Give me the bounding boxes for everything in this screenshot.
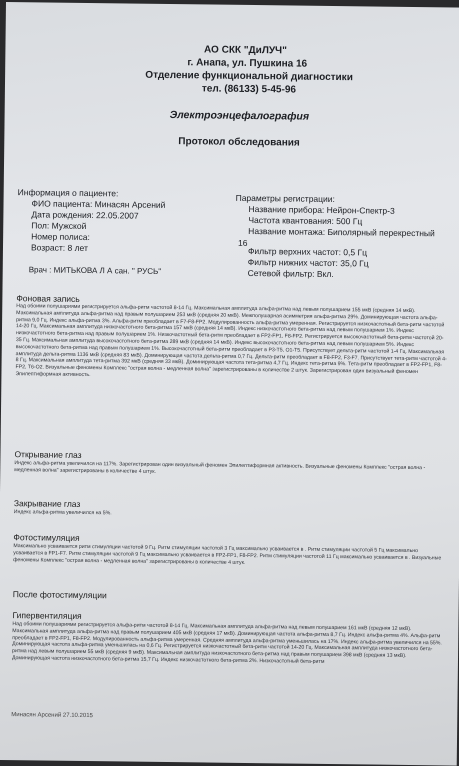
section-hyper-text: Над обоими полушариями регистрируется альфа-ритм частотой 8-14 Гц. Максимальная амплитуда альфа-ритма над левым полушарием 161 мкВ (средняя 12 мкВ). Максимальная амплитуда альфа-ритма над правым полушарием 405 мкВ (средняя 17 мкВ). Доминирующая частота альфа-ритма 8,7 Гц. Индекс альфа-ритма 4%. Альфа-ритм преобладает в FP2-FP1, F8-FP2. Модулированность альфа-ритма умеренная. Средняя амплитуда альфа-ритма уменьшилась на 17%. Индекс альфа-ритма увеличился на 55%. Доминирующая частота альфа-ритма уменьшилась на 0,6 Гц. Регистрируется низкочастотный бета-ритм частотой 14-20 Гц. Максимальная амплитуда низкочастотного бета-ритма над левым полушарием 55 мкВ (средняя 9 мкВ). Максимальная амплитуда низкочастотного бета-ритма над правым полушарием 398 мкВ (средняя 13 мкВ). Доминирующая частота низкочастотного бета-ритма 15,7 Гц. Индекс низкочастотного бета-ритма 2%. Низкочастотный бета-ритм — [11, 621, 442, 665]
section-eyes-open-text: Индекс альфа-ритма увеличился на 117%. Зарегистрирован один визуальный феномен Эпилептиформная активность. Визуальные феномены Комплекс "острая волна - медленная волна" зарегистрированы в количестве 4 штук. — [14, 460, 426, 475]
footer-signature: Минасян Арсений 27.10.2015 — [11, 712, 93, 720]
patient-policy: Номер полиса: — [31, 231, 90, 243]
section-after-photo-title: После фотостимуляции — [12, 589, 107, 601]
section-photo-text: Максимально усваивается ритм стимуляции частотой 9 Гц. Ритм стимуляции частотой 3 Гц максимально усваивается в . Ритм стимуляции частотой 5 Гц максимально усваивается в FP1-F7. Ритм стимуляции частотой 9 Гц максимально усваивается в FP2-FP1, F8-FP2. Ритм стимуляции частотой 11 Гц максимально усваивается в . Визуальные феномены Комплекс "острая волна - медленная волна" зарегистрированы в количестве 4 штук. — [13, 543, 442, 566]
patient-sex: Пол: Мужской — [31, 220, 87, 231]
section-background-text: Над обоими полушариями регистрируется альфа-ритм частотой 8-14 Гц. Максимальная амплитуда альфа-ритма над левым полушарием 155 мкВ (средняя 14 мкВ). Максимальная амплитуда альфа-ритма над правым полушарием 253 мкВ (средняя 20 мкВ). Межполушарная асимметрия альфа-ритма 29%. Доминирующая частота альфа-ритма 9,0 Гц. Индекс альфа-ритма 3%. Альфа-ритм преобладает в F7-F8-FP2. Модулированность альфа-ритма умеренная. Регистрируется низкочастотный бета-ритм частотой 14-20 Гц. Максимальная амплитуда низкочастотного бета-ритма 157 мкВ (средняя 14 мкВ). Индекс низкочастотного бета-ритма над левым полушарием 1%. Индекс низкочастотного бета-ритма над правым полушарием 1%. Низкочастотный бета-ритм преобладает в FP2-FP1, F8-FP2. Регистрируется высокочастотный бета-ритм частотой 20-35 Гц. Максимальная амплитуда высокочастотного бета-ритма 289 мкВ (средняя 14 мкВ). Индекс высокочастотного бета-ритма над левым полушарием 5%. Индекс высокочастотного бета-ритма над правым полушарием 1%. Высокочастотный бета-ритм преобладает в P3-T5, O1-T5. Присутствует дельта-ритм частотой 1-4 Гц. Максимальная амплитуда дельта-ритма 1136 мкВ (средняя 83 мкВ). Доминирующая частота дельта-ритма 0,7 Гц. Дельта-ритм преобладает в F8-FP2, F3-F7. Присутствует тета-ритм частотой 4-8 Гц. Максимальная амплитуда тета-ритма 392 мкВ (средняя 33 мкВ). Доминирующая частота тета-ритма 4,7 Гц. Индекс тета-ритма 9%. Тета-ритм преобладает в FP2-FP1, F8-FP2, T6-O2. Визуальные феномены Комплекс "острая волна - медленная волна" зарегистрированы в количестве 2 штук. Зарегистрирован один визуальный феномен Эпилептиформная активность. — [15, 303, 447, 379]
section-eyes-close-text: Индекс альфа-ритма увеличился на 5%. — [13, 509, 112, 517]
org-name: АО СКК "ДиЛУЧ" — [203, 44, 287, 57]
document-page — [0, 2, 459, 766]
org-address: г. Анапа, ул. Пушкина 16 — [187, 57, 308, 70]
section-photo-title: Фотостимуляция — [13, 532, 80, 543]
param-montage: Название монтажа: Биполярный перекрестный — [248, 225, 435, 239]
patient-age: Возраст: 8 лет — [30, 242, 88, 254]
section-eyes-open-title: Открывание глаз — [14, 449, 82, 460]
document-title: Электроэнцефалография — [169, 109, 310, 123]
section-eyes-close-title: Закрывание глаз — [13, 498, 81, 509]
param-rate: Частота квантования: 500 Гц — [248, 214, 363, 227]
param-hpf: Фильтр верхних частот: 0,5 Гц — [247, 245, 368, 258]
department: Отделение функциональной диагностики — [145, 69, 353, 84]
phone: тел. (86133) 5-45-96 — [201, 83, 297, 96]
params-heading: Параметры регистрации: — [235, 192, 335, 205]
section-background-title: Фоновая запись — [16, 293, 80, 304]
param-lpf: Фильтр нижних частот: 35,0 Гц — [247, 256, 369, 269]
param-device: Название прибора: Нейрон-Спектр-3 — [248, 203, 395, 216]
doctor-line: Врач : МИТЬКОВА Л А сан. " РУСЬ" — [28, 265, 162, 276]
patient-fio: ФИО пациента: Минасян Арсений — [31, 198, 166, 210]
patient-heading: Информация о пациенте: — [17, 187, 119, 199]
patient-dob: Дата рождения: 22.05.2007 — [31, 209, 139, 221]
param-count: 16 — [238, 237, 248, 248]
document-subtitle: Протокол обследования — [178, 136, 300, 149]
param-notch: Сетевой фильтр: Вкл. — [247, 267, 334, 280]
section-hyper-title: Гипервентиляция — [12, 610, 82, 621]
